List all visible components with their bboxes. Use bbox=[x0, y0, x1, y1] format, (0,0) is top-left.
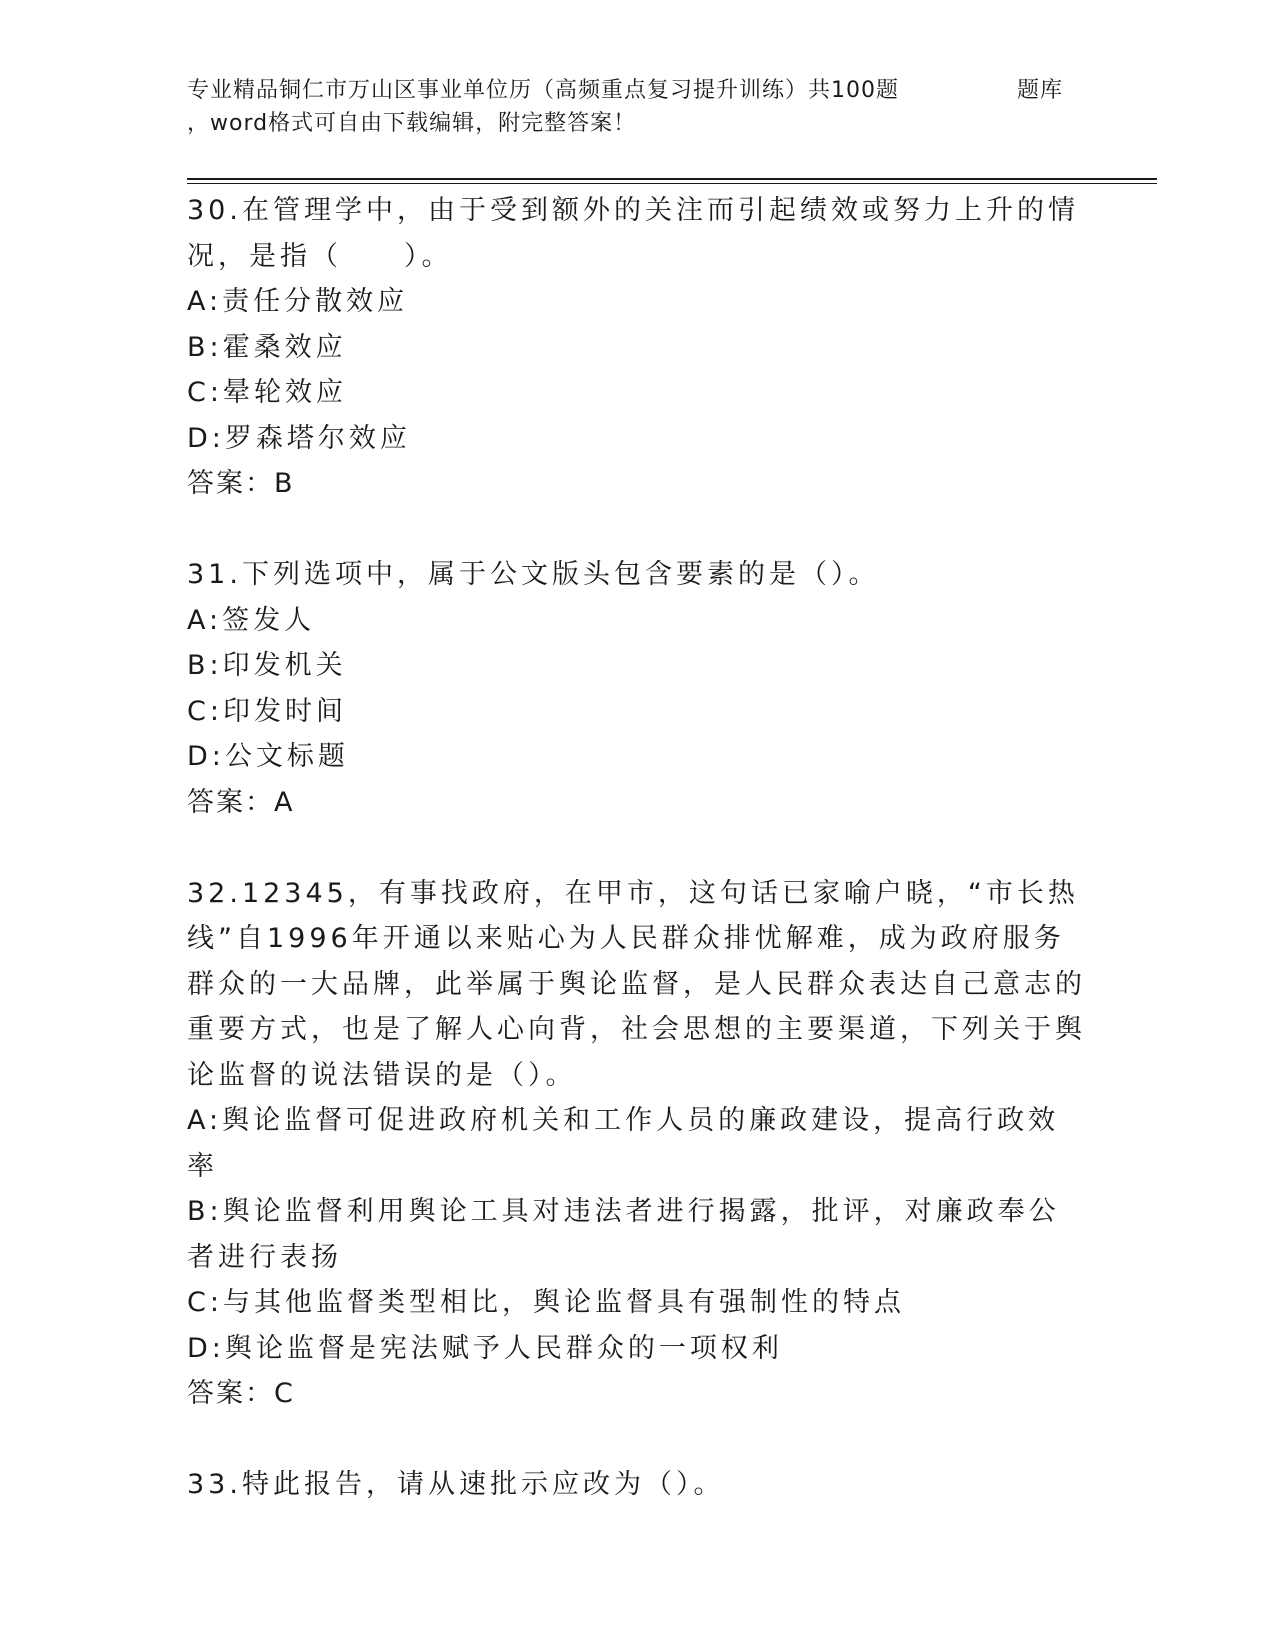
option-d: D:罗森塔尔效应 bbox=[187, 422, 411, 454]
answer-text: 答案：C bbox=[187, 1378, 295, 1409]
option-d: D:公文标题 bbox=[187, 741, 349, 772]
question-32 bbox=[187, 871, 1087, 1417]
header-divider-thin bbox=[187, 183, 1157, 184]
question-spacer bbox=[187, 825, 1087, 871]
question-text: 30.在管理学中，由于受到额外的关注而引起绩效或努力上升的情况，是指（ ）。 bbox=[187, 195, 1079, 272]
option-a: A:签发人 bbox=[187, 604, 316, 636]
option-a: A:舆论监督可促进政府机关和工作人员的廉政建设，提高行政效率 bbox=[187, 1105, 1060, 1182]
question-33 bbox=[187, 1462, 1087, 1508]
question-text: 31.下列选项中，属于公文版头包含要素的是（）。 bbox=[187, 559, 880, 590]
question-spacer bbox=[187, 1417, 1087, 1463]
header-divider-thick bbox=[187, 178, 1157, 180]
header-subtitle: ，word格式可自由下载编辑，附完整答案！ bbox=[187, 111, 637, 136]
header-title-line bbox=[187, 74, 1157, 107]
question-list bbox=[187, 188, 1087, 1508]
option-c: C:印发时间 bbox=[187, 695, 347, 727]
page-header bbox=[187, 74, 1157, 140]
question-30 bbox=[187, 188, 1087, 507]
option-b: B:印发机关 bbox=[187, 650, 347, 681]
question-31 bbox=[187, 552, 1087, 825]
option-d: D:舆论监督是宪法赋予人民群众的一项权利 bbox=[187, 1332, 783, 1364]
question-text: 33.特此报告，请从速批示应改为（）。 bbox=[187, 1469, 725, 1500]
question-text: 32.12345，有事找政府，在甲市，这句话已家喻户晓，“市长热线”自1996年开通以来贴心为人民群众排忧解难，成为政府服务群众的一大品牌，此举属于舆论监督，是人民群众表达自己意志的重要方式，也是了解人心向背，社会思想的主要渠道，下列关于舆论监督的说法错误的是（）。 bbox=[187, 877, 1086, 1091]
header-right-label: 题库 bbox=[1017, 78, 1064, 103]
answer-text: 答案：A bbox=[187, 786, 295, 818]
option-c: C:晕轮效应 bbox=[187, 377, 347, 408]
option-b: B:舆论监督利用舆论工具对违法者进行揭露，批评，对廉政奉公者进行表扬 bbox=[187, 1196, 1060, 1273]
header-title: 专业精品铜仁市万山区事业单位历（高频重点复习提升训练）共100题 bbox=[187, 78, 899, 103]
option-c: C:与其他监督类型相比，舆论监督具有强制性的特点 bbox=[187, 1287, 905, 1318]
option-b: B:霍桑效应 bbox=[187, 331, 347, 363]
option-a: A:责任分散效应 bbox=[187, 286, 409, 317]
question-spacer bbox=[187, 507, 1087, 553]
answer-text: 答案：B bbox=[187, 468, 295, 499]
